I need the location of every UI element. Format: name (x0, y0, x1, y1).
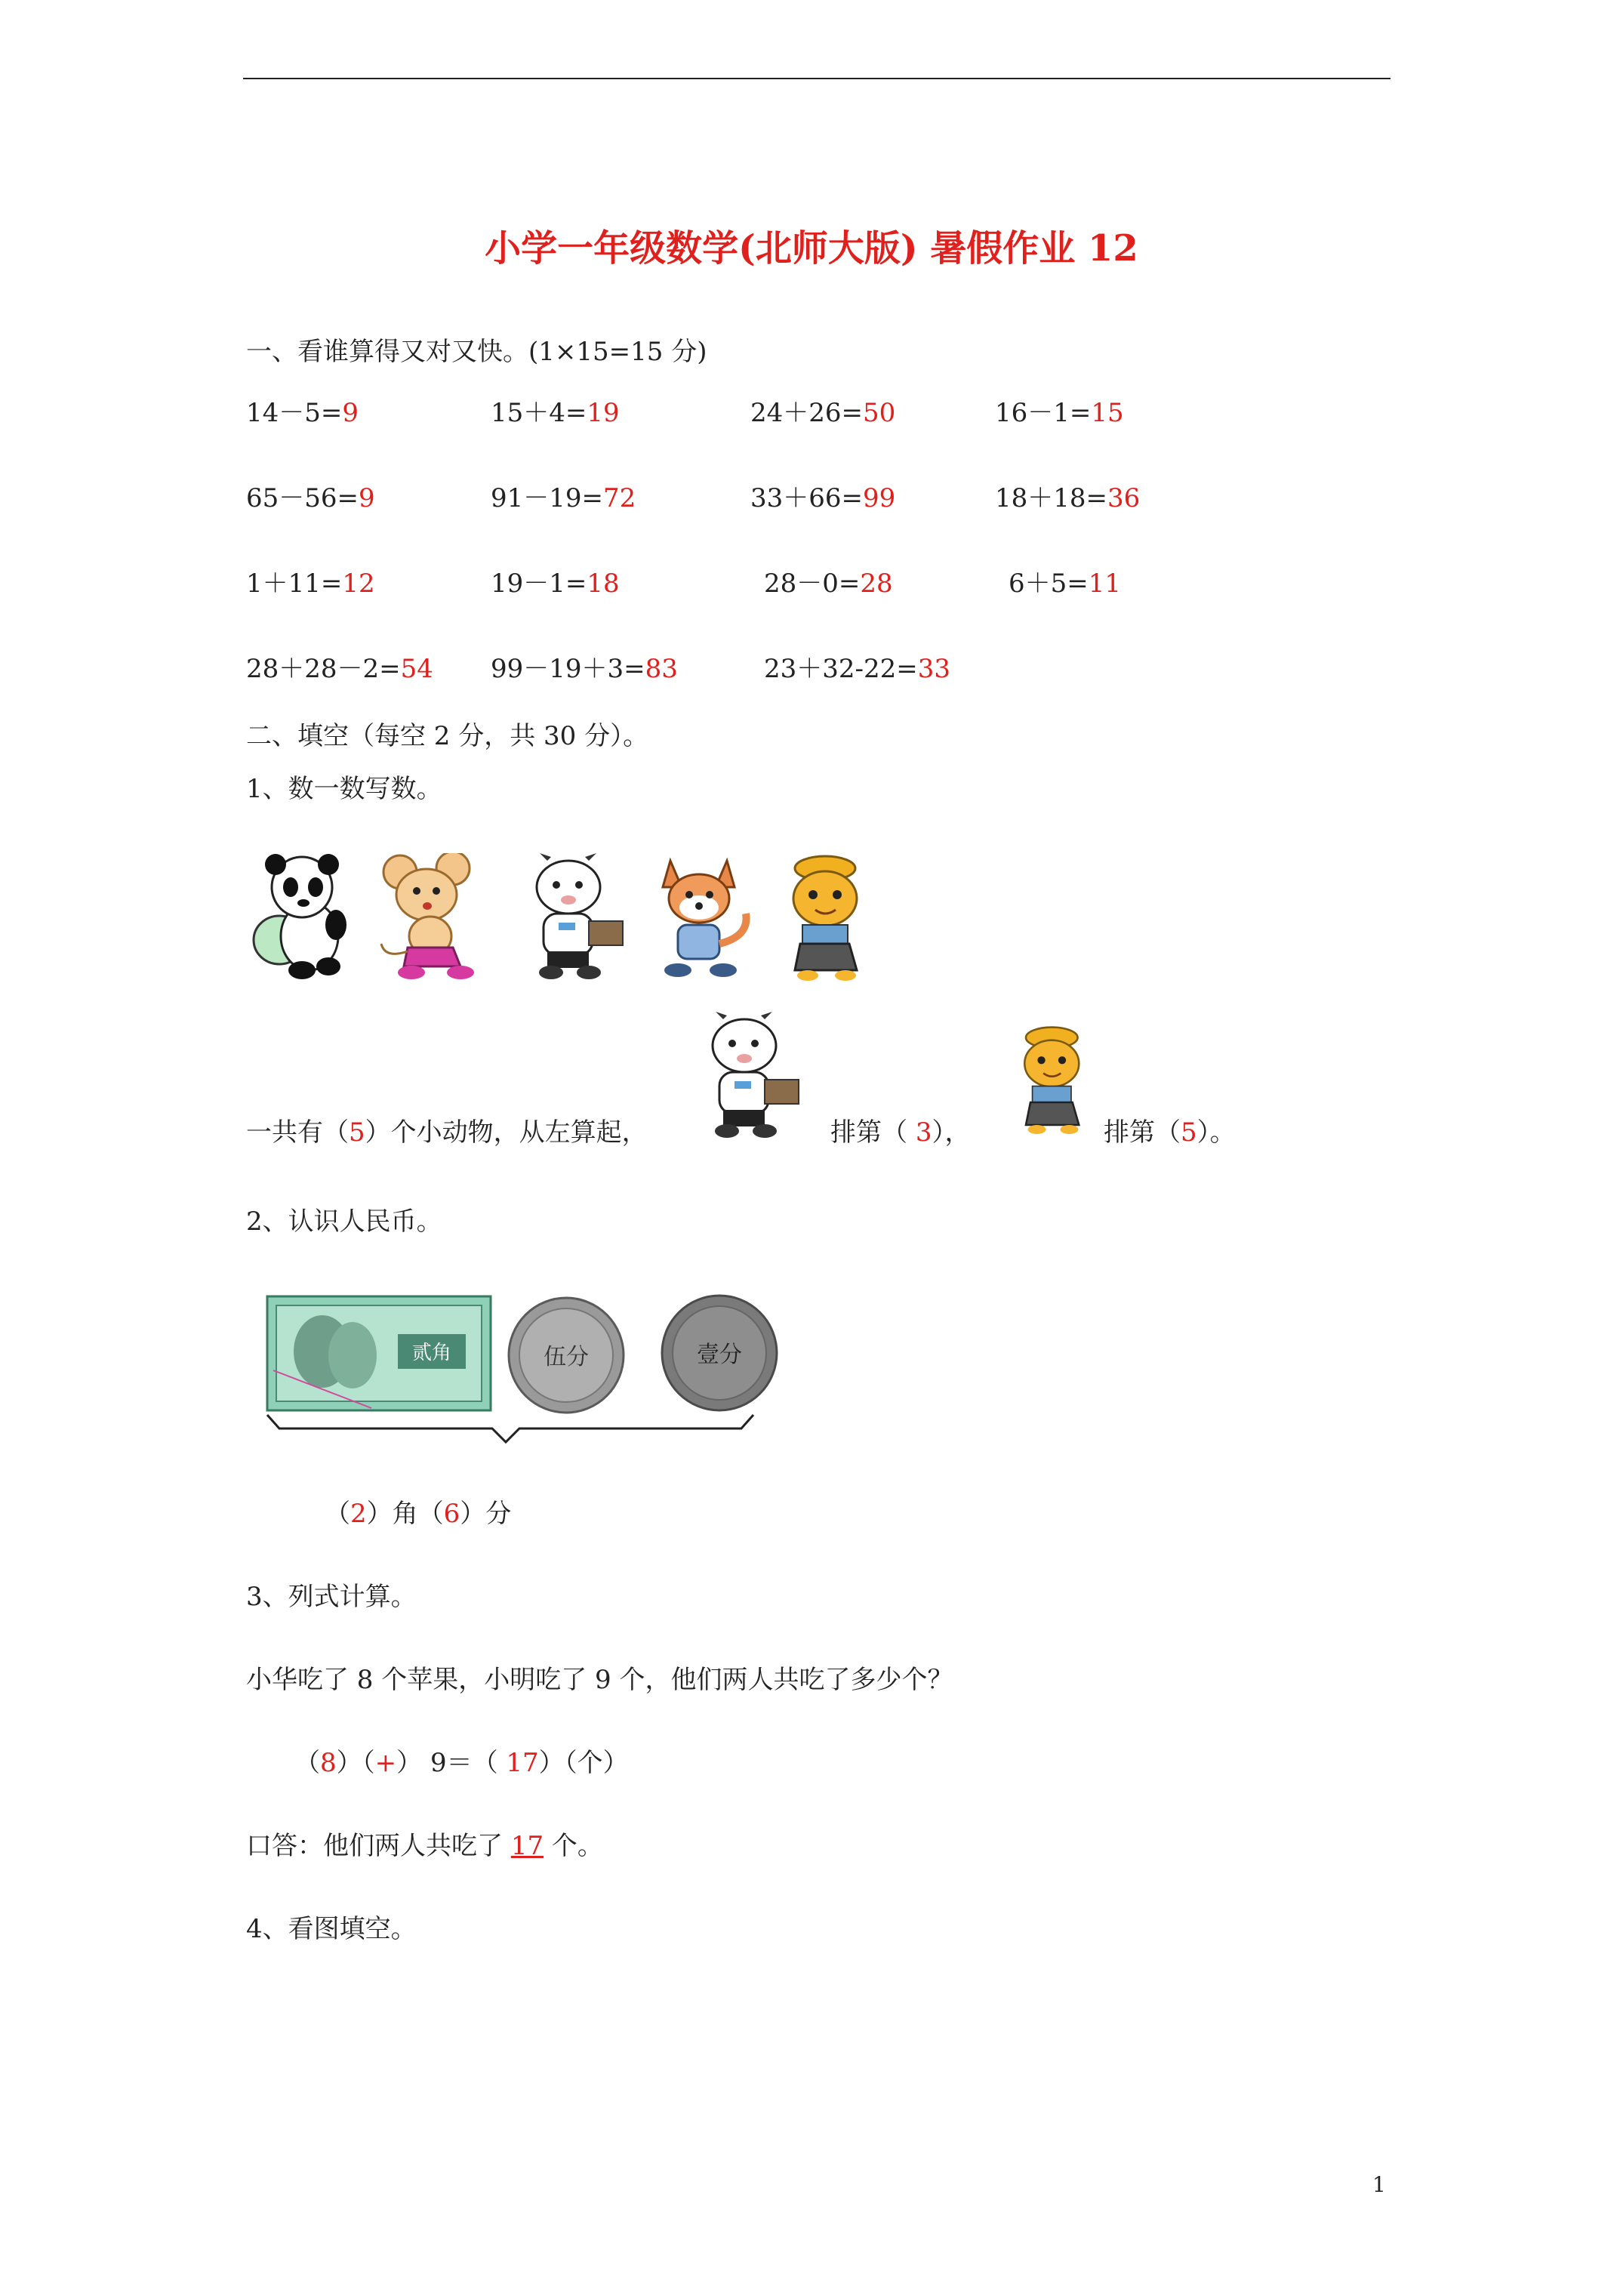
q3-equation (294, 1748, 629, 1778)
problem (491, 569, 620, 599)
answer: 33 (917, 654, 951, 684)
problem (491, 483, 636, 513)
question: 28－0= (764, 569, 861, 599)
question: 91－19= (491, 483, 604, 513)
answer-cat: 5 (1181, 1117, 1197, 1148)
question: 19－1= (491, 569, 587, 599)
text: ） 9＝（ (396, 1748, 507, 1778)
text: （ (294, 1748, 320, 1778)
q4-label: 4、看图填空。 (246, 1914, 417, 1944)
answer: 15 (1091, 398, 1124, 428)
cat-icon (1008, 1019, 1098, 1140)
q1-goat-position (830, 1117, 970, 1148)
section2-heading: 二、填空（每空 2 分，共 30 分）。 (246, 721, 649, 751)
answer-addend: 8 (320, 1748, 337, 1778)
total-brace (266, 1412, 756, 1450)
answer: 9 (342, 398, 359, 428)
question: 1＋11= (246, 569, 343, 599)
mouse-icon (377, 853, 487, 982)
question: 16－1= (995, 398, 1092, 428)
answer: 11 (1088, 569, 1122, 599)
answer-value: 17 (510, 1831, 544, 1861)
problem (246, 398, 359, 428)
section1-heading: 一、看谁算得又对又快。(1×15=15 分) (246, 337, 707, 367)
page-title: 小学一年级数学(北师大版) 暑假作业 12 (485, 227, 1138, 270)
question: 15＋4= (491, 398, 587, 428)
problem (764, 654, 950, 684)
text: 口答：他们两人共吃了 (246, 1831, 511, 1861)
text: ）分 (460, 1499, 512, 1529)
answer: 36 (1107, 483, 1141, 513)
problem (491, 398, 620, 428)
answer-operator: + (374, 1748, 397, 1778)
q2-answer-line (325, 1499, 511, 1529)
text: 排第（ (1104, 1117, 1181, 1148)
question: 23＋32-22= (764, 654, 918, 684)
answer: 12 (342, 569, 375, 599)
coin-text: 壹分 (697, 1342, 742, 1368)
panda-icon (249, 853, 351, 982)
problem (246, 483, 375, 513)
q1-count-sentence (246, 1117, 648, 1148)
answer-fen: 6 (443, 1499, 460, 1529)
answer-goat: 3 (915, 1117, 932, 1148)
coin-text: 伍分 (544, 1344, 589, 1370)
answer: 18 (587, 569, 620, 599)
answer: 28 (860, 569, 893, 599)
page-number: 1 (1372, 2172, 1386, 2197)
problem (750, 483, 895, 513)
problem (750, 398, 895, 428)
answer-total: 5 (349, 1117, 365, 1148)
text: （ (325, 1499, 350, 1529)
problem (764, 569, 893, 599)
problem (246, 569, 375, 599)
text: ）， (932, 1117, 971, 1148)
q1-cat-position (1104, 1117, 1236, 1148)
text: ）个小动物，从左算起， (365, 1117, 648, 1148)
header-rule (243, 78, 1390, 79)
text: 排第（ (830, 1117, 916, 1148)
text: ）。 (1196, 1117, 1236, 1148)
goat-icon (517, 853, 630, 982)
problem (246, 654, 433, 684)
fox-icon (648, 853, 757, 982)
answer-jiao: 2 (350, 1499, 367, 1529)
text: 一共有（ (246, 1117, 349, 1148)
q1-label: 1、数一数写数。 (246, 774, 442, 804)
q2-label: 2、认识人民币。 (246, 1207, 442, 1237)
answer-sum: 17 (506, 1748, 539, 1778)
coin-one-fen-icon (659, 1293, 780, 1413)
q3-label: 3、列式计算。 (246, 1582, 417, 1612)
question: 24＋26= (750, 398, 864, 428)
goat-icon (693, 1012, 806, 1140)
text: ）（ (336, 1748, 375, 1778)
text: ）（个） (538, 1748, 629, 1778)
q3-problem: 小华吃了 8 个苹果，小明吃了 9 个，他们两人共吃了多少个？ (246, 1665, 953, 1695)
question: 6＋5= (1009, 569, 1089, 599)
text: ）角（ (366, 1499, 444, 1529)
problem (995, 398, 1124, 428)
answer: 9 (359, 483, 375, 513)
answer: 50 (863, 398, 896, 428)
answer: 19 (587, 398, 620, 428)
question: 33＋66= (750, 483, 864, 513)
answer: 54 (400, 654, 433, 684)
text: 个。 (544, 1831, 603, 1861)
problem (491, 654, 678, 684)
q3-oral-answer (246, 1831, 603, 1861)
question: 28＋28－2= (246, 654, 401, 684)
question: 65－56= (246, 483, 359, 513)
banknote-icon (266, 1295, 492, 1412)
answer: 83 (645, 654, 678, 684)
question: 14－5= (246, 398, 343, 428)
answer: 72 (603, 483, 636, 513)
cat-icon (774, 853, 879, 982)
problem (995, 483, 1140, 513)
banknote-text: 贰角 (411, 1342, 452, 1364)
question: 99－19＋3= (491, 654, 645, 684)
problem (1009, 569, 1121, 599)
question: 18＋18= (995, 483, 1108, 513)
coin-five-fen-icon (506, 1295, 627, 1416)
answer: 99 (863, 483, 896, 513)
